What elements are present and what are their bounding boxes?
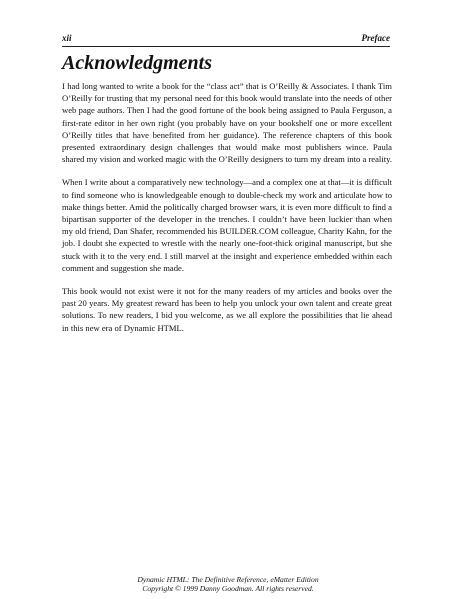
body-text — [62, 80, 392, 345]
section-name: Preface — [361, 33, 390, 43]
paragraph-1: I had long wanted to write a book for the “class act” that is O’Reilly & Associates. I thank Tim O’Reilly for trusting that my personal need for this book would translate into the needs of other web page authors. Then I had the good fortune of the book being assigned to Paula Ferguson, a first-rate editor in her own right (you probably have on your bookshelf one or more excellent O’Reilly titles that have benefited from her guidance). The reference chapters of this book presented extraordinary design challenges that would make most publishers wince. Paula shared my vision and worked magic with the O’Reilly designers to turn my dream into a reality. — [62, 81, 392, 165]
page-number: xii — [62, 33, 72, 43]
page-footer — [0, 575, 456, 594]
paragraph-3: This book would not exist were it not for the many readers of my articles and books over the past 20 years. My greatest reward has been to help you unlock your own talent and create great solutions. To new readers, I bid you welcome, as we all explore the possibilities that lie ahead in this new era of Dynamic HTML. — [62, 286, 392, 333]
footer-copyright: Copyright © 1999 Danny Goodman. All rights reserved. — [142, 584, 314, 594]
running-header — [62, 33, 390, 47]
footer-book-title: Dynamic HTML: The Definitive Reference, eMatter Edition — [137, 575, 319, 584]
section-title: Acknowledgments — [62, 52, 213, 74]
paragraph-2: When I write about a comparatively new technology—and a complex one at that—it is difficult to find someone who is knowledgeable enough to double-check my work and articulate how to make things better. Amid the politically charged browser wars, it is even more difficult to find a bipartisan supporter of the developer in the trenches. I couldn’t have been luckier than when my old friend, Dan Shafer, recommended his BUILDER.COM colleague, Charity Kahn, for the job. I doubt she expected to wrestle with the nearly one-foot-thick original manuscript, but she stuck with it to the very end. I still marvel at the insight and experience embedded within each comment and suggestion she made. — [62, 177, 392, 273]
